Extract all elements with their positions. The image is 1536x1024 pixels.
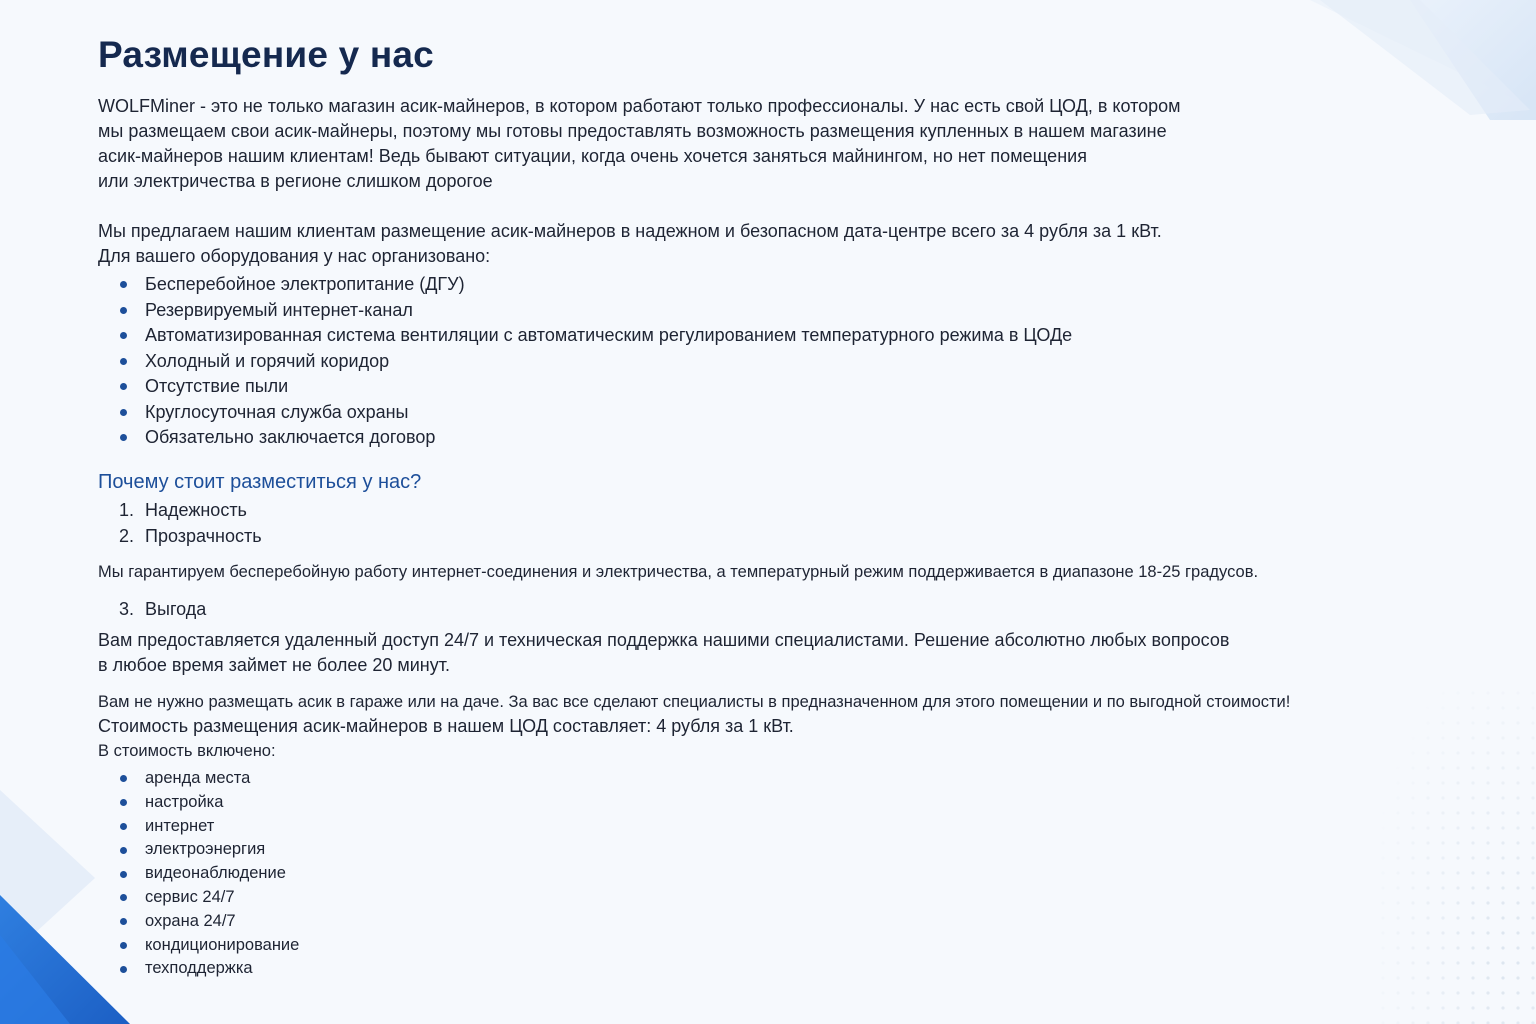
offer-line: Для вашего оборудования у нас организовано: — [98, 246, 491, 266]
bullet-icon — [120, 894, 127, 901]
reason-item — [98, 498, 262, 524]
bullet-icon — [120, 332, 127, 339]
included-label-text: сервис 24/7 — [145, 887, 235, 906]
reason-item — [98, 597, 206, 623]
benefit-paragraph — [98, 628, 1229, 678]
bullet-icon — [120, 942, 127, 949]
intro-line: или электричества в регионе слишком дорогое — [98, 171, 493, 191]
transparency-text: Мы гарантируем бесперебойную работу интернет-соединения и электричества, а температурный режим поддерживается в диапазоне 18-25 градусов. — [98, 563, 1259, 581]
feature-label: Автоматизированная система вентиляции с автоматическим регулированием температурного режима в ЦОДе — [145, 325, 1073, 345]
intro-line: мы размещаем свои асик-майнеры, поэтому мы готовы предоставлять возможность размещения купленных в нашем магазине — [98, 121, 1167, 141]
bullet-icon — [120, 823, 127, 830]
feature-item — [98, 400, 1072, 426]
reasons-list — [98, 498, 262, 549]
bullet-icon — [120, 847, 127, 854]
bullet-icon — [120, 409, 127, 416]
included-label-text: видеонаблюдение — [145, 864, 286, 883]
feature-item — [98, 298, 1072, 324]
feature-label: Обязательно заключается договор — [145, 427, 436, 447]
included-item — [98, 934, 299, 958]
feature-item — [98, 374, 1072, 400]
included-item — [98, 862, 299, 886]
included-item — [98, 957, 299, 981]
bullet-icon — [120, 799, 127, 806]
page-title: Размещение у нас — [98, 34, 434, 75]
included-label-text: интернет — [145, 816, 215, 835]
offer-paragraph — [98, 219, 1162, 269]
feature-label: Отсутствие пыли — [145, 376, 289, 396]
bullet-icon — [120, 918, 127, 925]
benefit-line: в любое время займет не более 20 минут. — [98, 655, 451, 675]
reason-label: Надежность — [145, 500, 247, 520]
feature-label: Холодный и горячий коридор — [145, 350, 390, 371]
reason-label: Выгода — [145, 599, 207, 619]
included-item — [98, 767, 299, 791]
included-list — [98, 767, 299, 981]
reason-item — [98, 524, 262, 550]
offer-line: Мы предлагаем нашим клиентам размещение асик-майнеров в надежном и безопасном дата-центре всего за 4 рубля за 1 кВт. — [98, 221, 1162, 241]
bullet-icon — [120, 383, 127, 390]
reason-number: 2. — [119, 525, 135, 546]
feature-item — [98, 425, 1072, 451]
features-list — [98, 272, 1072, 451]
included-item — [98, 910, 299, 934]
included-label-text: аренда места — [145, 769, 251, 787]
included-item — [98, 791, 299, 815]
included-label: В стоимость включено: — [98, 742, 276, 760]
bullet-icon — [120, 358, 127, 365]
feature-label: Резервируемый интернет-канал — [145, 299, 413, 320]
included-item — [98, 815, 299, 839]
reason-number: 1. — [119, 500, 135, 520]
feature-label: Круглосуточная служба охраны — [145, 401, 409, 422]
benefit-line: Вам предоставляется удаленный доступ 24/7 и техническая поддержка нашими специалистами. Решение абсолютно любых вопросов — [98, 630, 1230, 650]
bullet-icon — [120, 307, 127, 314]
intro-line: асик-майнеров нашим клиентам! Ведь бывают ситуации, когда очень хочется заняться майнингом, но нет помещения — [98, 146, 1087, 166]
included-label-text: кондиционирование — [145, 935, 300, 954]
feature-item — [98, 349, 1072, 375]
reason-label: Прозрачность — [145, 525, 262, 546]
included-label-text: охрана 24/7 — [145, 911, 236, 930]
intro-paragraph — [98, 94, 1181, 194]
feature-item — [98, 323, 1072, 349]
included-item — [98, 838, 299, 862]
no-garage-text: Вам не нужно размещать асик в гараже или на даче. За вас все сделают специалисты в предназначенном для этого помещении и по выгодной стоимости! — [98, 693, 1291, 711]
reason-number: 3. — [119, 599, 135, 619]
bullet-icon — [120, 871, 127, 878]
bullet-icon — [120, 434, 127, 441]
bullet-icon — [120, 281, 127, 288]
bullet-icon — [120, 775, 127, 782]
intro-line: WOLFMiner - это не только магазин асик-майнеров, в котором работают только профессионалы. У нас есть свой ЦОД, в котором — [98, 96, 1181, 116]
why-heading: Почему стоит разместиться у нас? — [98, 471, 422, 493]
included-item — [98, 886, 299, 910]
cost-text: Стоимость размещения асик-майнеров в нашем ЦОД составляет: 4 рубля за 1 кВт. — [98, 716, 794, 736]
feature-item — [98, 272, 1072, 298]
bullet-icon — [120, 966, 127, 973]
included-label-text: настройка — [145, 792, 224, 811]
feature-label: Бесперебойное электропитание (ДГУ) — [145, 274, 465, 294]
included-label-text: техподдержка — [145, 959, 253, 978]
reasons-list-continued — [98, 597, 206, 623]
included-label-text: электроэнергия — [145, 840, 266, 859]
